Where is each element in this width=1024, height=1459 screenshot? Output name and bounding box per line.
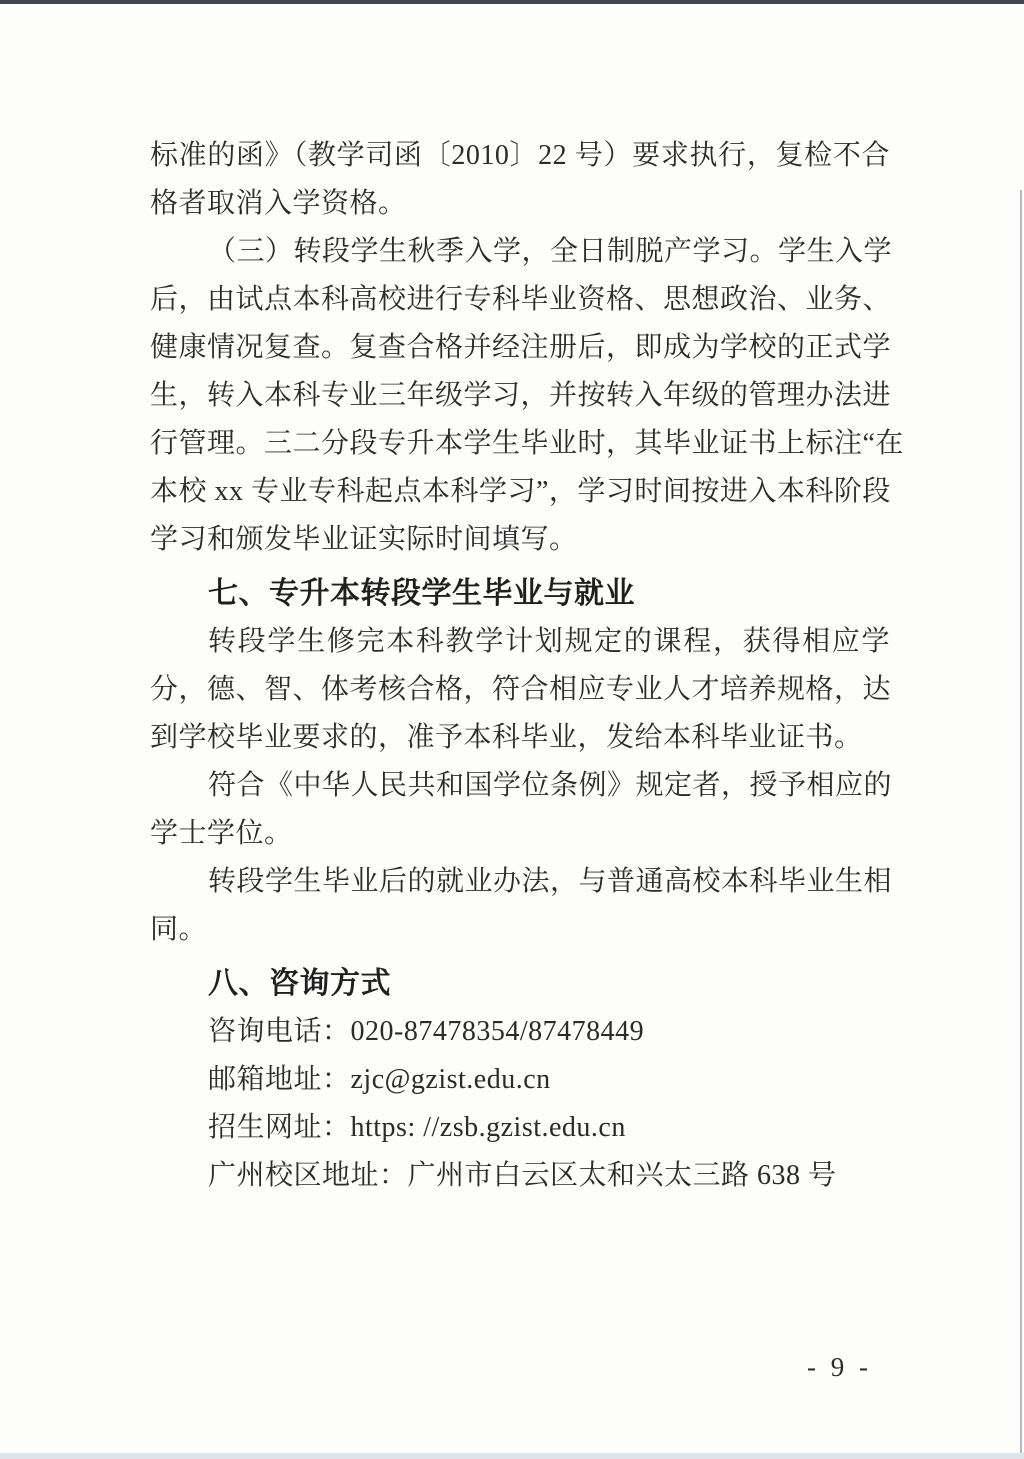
contact-address-line: 广州校区地址：广州市白云区太和兴太三路 638 号 bbox=[208, 1160, 837, 1191]
contact-email-line: 邮箱地址：zjc@gzist.edu.cn bbox=[208, 1064, 551, 1095]
contact-website-line: 招生网址：https: //zsb.gzist.edu.cn bbox=[208, 1112, 626, 1143]
text-line: 后，由试点本科高校进行专科毕业资格、思想政治、业务、 bbox=[150, 284, 892, 315]
page-number: - 9 - bbox=[807, 1352, 872, 1382]
text-line: 学习和颁发毕业证实际时间填写。 bbox=[150, 524, 578, 555]
text-line: 学士学位。 bbox=[150, 818, 293, 849]
text-line: 行管理。三二分段专升本学生毕业时，其毕业证书上标注“在 bbox=[150, 428, 904, 459]
text-line: 符合《中华人民共和国学位条例》规定者，授予相应的 bbox=[208, 770, 893, 801]
text-line: 同。 bbox=[150, 914, 208, 945]
text-line: 转段学生毕业后的就业办法，与普通高校本科毕业生相 bbox=[208, 866, 893, 897]
text-line: 本校 xx 专业专科起点本科学习”，学习时间按进入本科阶段 bbox=[150, 476, 891, 507]
text-line: 生，转入本科专业三年级学习，并按转入年级的管理办法进 bbox=[150, 380, 892, 411]
text-line: 转段学生修完本科教学计划规定的课程，获得相应学 bbox=[208, 626, 890, 657]
scan-top-edge bbox=[0, 0, 1024, 4]
scan-bottom-edge bbox=[0, 1453, 1024, 1459]
section-7-heading: 七、专升本转段学生毕业与就业 bbox=[208, 577, 635, 610]
text-line: （三）转段学生秋季入学，全日制脱产学习。学生入学 bbox=[208, 236, 893, 267]
scan-right-edge bbox=[1020, 190, 1022, 1459]
text-line: 健康情况复查。复查合格并经注册后，即成为学校的正式学 bbox=[150, 332, 892, 363]
text-line: 标准的函》（教学司函〔2010〕22 号）要求执行，复检不合 bbox=[150, 140, 890, 171]
section-8-heading: 八、咨询方式 bbox=[208, 967, 391, 1000]
contact-phone-line: 咨询电话：020-87478354/87478449 bbox=[208, 1016, 645, 1047]
text-line: 到学校毕业要求的，准予本科毕业，发给本科毕业证书。 bbox=[150, 722, 863, 753]
text-line: 格者取消入学资格。 bbox=[150, 188, 407, 219]
text-line: 分，德、智、体考核合格，符合相应专业人才培养规格，达 bbox=[150, 674, 892, 705]
document-body bbox=[150, 132, 904, 1200]
